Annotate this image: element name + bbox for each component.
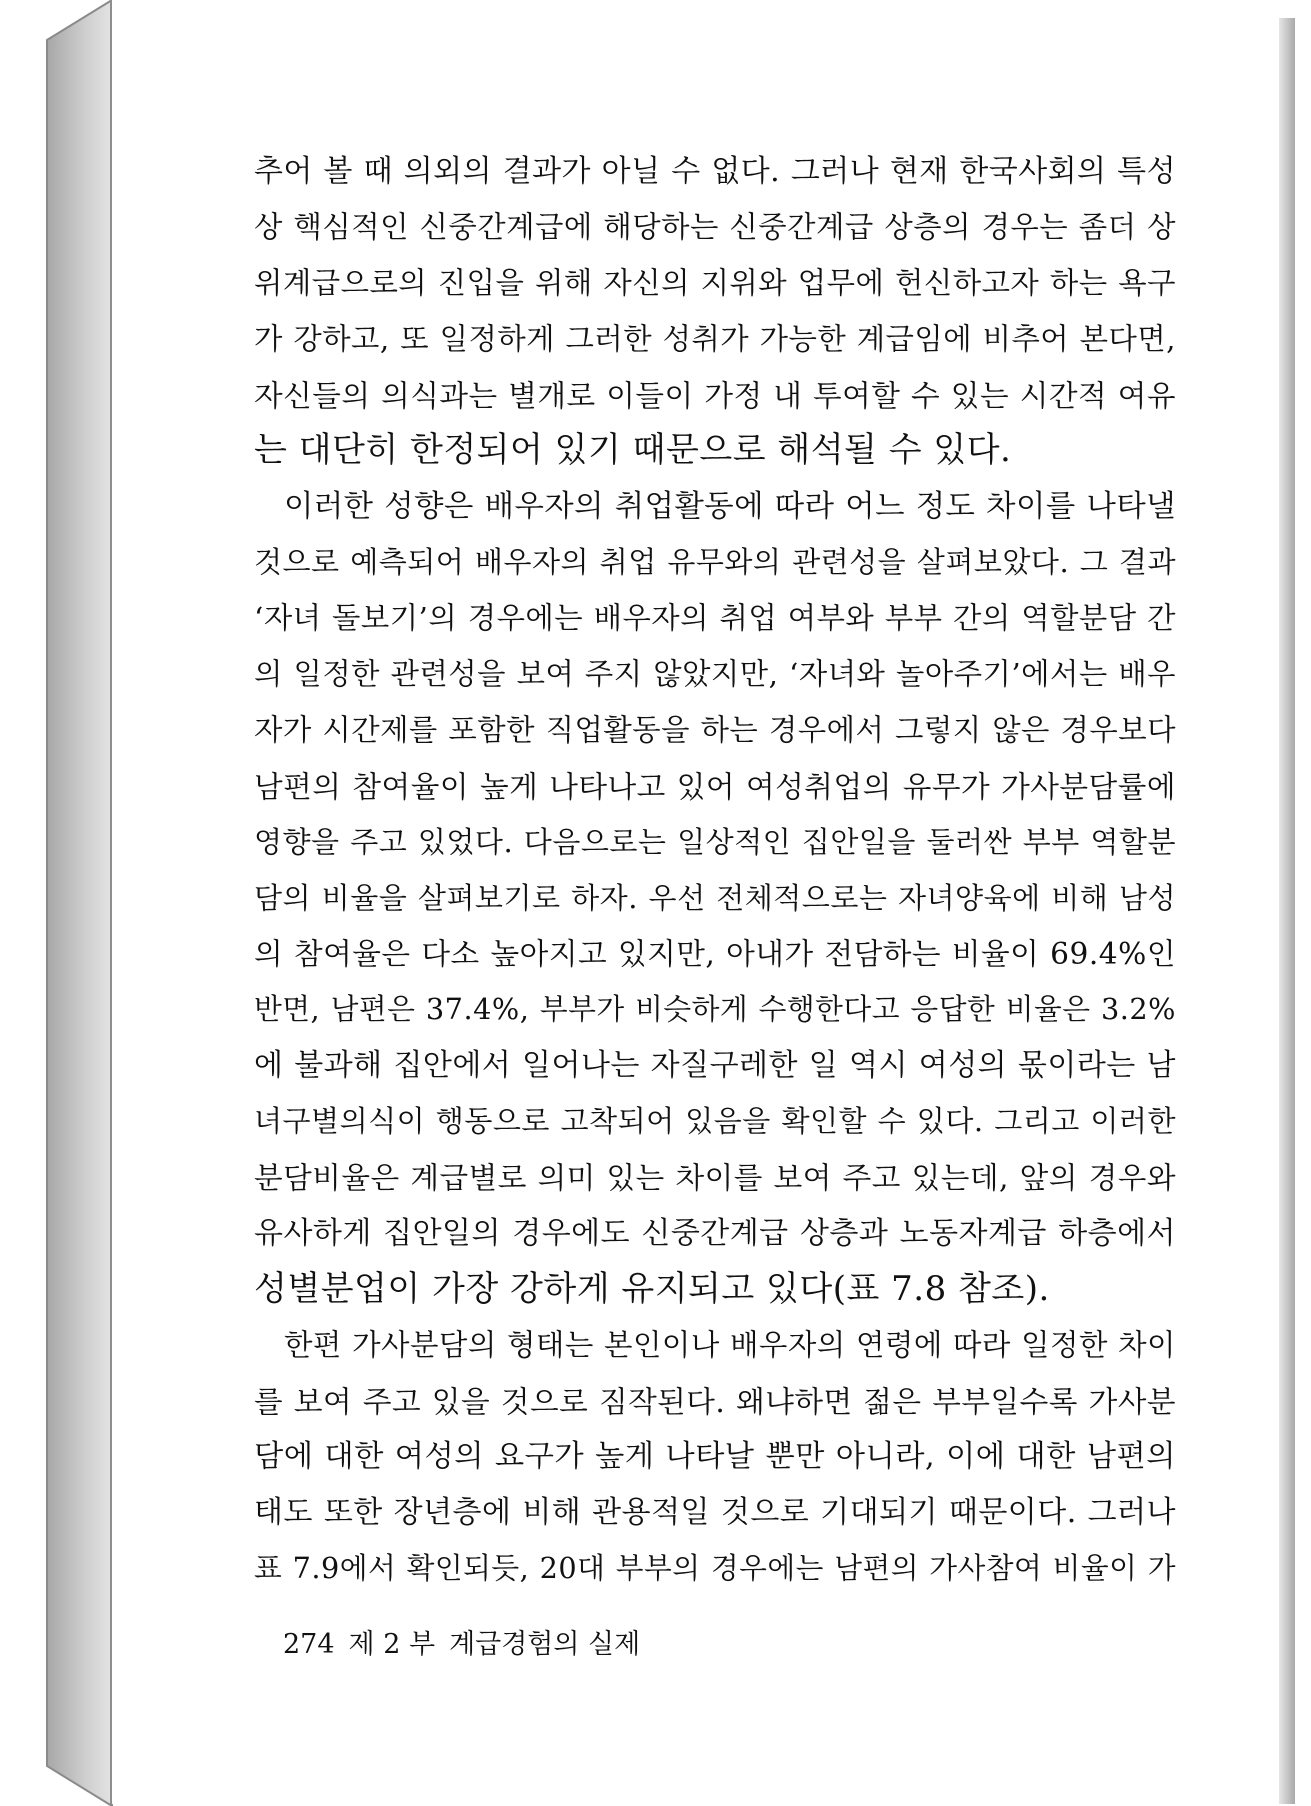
body-line: 한편 가사분담의 형태는 본인이나 배우자의 연령에 따라 일정한 차이 — [284, 1327, 1176, 1362]
body-line: 것으로 예측되어 배우자의 취업 유무와의 관련성을 살펴보았다. 그 결과 — [254, 545, 1176, 580]
part-label: 제 2 부 — [348, 1629, 436, 1660]
body-line: 추어 볼 때 의외의 결과가 아닐 수 없다. 그러나 현재 한국사회의 특성 — [254, 154, 1176, 189]
body-line: 자신들의 의식과는 별개로 이들이 가정 내 투여할 수 있는 시간적 여유 — [254, 377, 1176, 413]
body-line: 위계급으로의 진입을 위해 자신의 지위와 업무에 헌신하고자 하는 욕구 — [254, 265, 1176, 300]
body-line: 태도 또한 장년층에 비해 관용적일 것으로 기대되기 때문이다. 그러나 — [254, 1495, 1176, 1531]
body-line: 가 강하고, 또 일정하게 그러한 성취가 가능한 계급임에 비추어 본다면, — [254, 321, 1176, 356]
body-line: 의 일정한 관련성을 보여 주지 않았지만, ‘자녀와 놀아주기’에서는 배우 — [254, 657, 1176, 692]
body-line: 분담비율은 계급별로 의미 있는 차이를 보여 주고 있는데, 앞의 경우와 — [254, 1160, 1176, 1196]
body-line: 표 7.9에서 확인되듯, 20대 부부의 경우에는 남편의 가사참여 비율이 가 — [254, 1551, 1176, 1586]
body-line: 성별분업이 가장 강하게 유지되고 있다(표 7.8 참조). — [254, 1268, 1050, 1309]
part-title: 계급경험의 실제 — [449, 1629, 641, 1660]
page-right-edge-shadow — [1279, 18, 1295, 1804]
body-line: 자가 시간제를 포함한 직업활동을 하는 경우에서 그렇지 않은 경우보다 — [254, 712, 1176, 747]
body-line: 남편의 참여율이 높게 나타나고 있어 여성취업의 유무가 가사분담률에 — [254, 768, 1176, 804]
body-line: 에 불과해 집안에서 일어나는 자질구레한 일 역시 여성의 몫이라는 남 — [254, 1048, 1176, 1084]
body-line: ‘자녀 돌보기’의 경우에는 배우자의 취업 여부와 부부 간의 역할분담 간 — [254, 601, 1176, 636]
page-number: 274 — [283, 1629, 335, 1660]
body-line: 를 보여 주고 있을 것으로 짐작된다. 왜냐하면 젊은 부부일수록 가사분 — [254, 1383, 1176, 1419]
body-line: 는 대단히 한정되어 있기 때문으로 해석될 수 있다. — [254, 430, 1012, 471]
body-text — [254, 144, 1176, 1597]
page-footer — [283, 1622, 654, 1661]
body-line: 담의 비율을 살펴보기로 하자. 우선 전체적으로는 자녀양육에 비해 남성 — [254, 880, 1176, 915]
body-line: 상 핵심적인 신중간계급에 해당하는 신중간계급 상층의 경우는 좀더 상 — [254, 209, 1176, 244]
body-line: 의 참여율은 다소 높아지고 있지만, 아내가 전담하는 비율이 69.4%인 — [254, 936, 1176, 972]
body-line: 영향을 주고 있었다. 다음으로는 일상적인 집안일을 둘러싼 부부 역할분 — [254, 824, 1176, 859]
body-line: 녀구별의식이 행동으로 고착되어 있음을 확인할 수 있다. 그리고 이러한 — [254, 1104, 1176, 1139]
body-line: 유사하게 집안일의 경우에도 신중간계급 상층과 노동자계급 하층에서 — [254, 1215, 1176, 1251]
body-line: 반면, 남편은 37.4%, 부부가 비슷하게 수행한다고 응답한 비율은 3.2% — [254, 992, 1176, 1027]
body-line: 이러한 성향은 배우자의 취업활동에 따라 어느 정도 차이를 나타낼 — [284, 489, 1176, 525]
body-line: 담에 대한 여성의 요구가 높게 나타날 뿐만 아니라, 이에 대한 남편의 — [254, 1439, 1176, 1475]
